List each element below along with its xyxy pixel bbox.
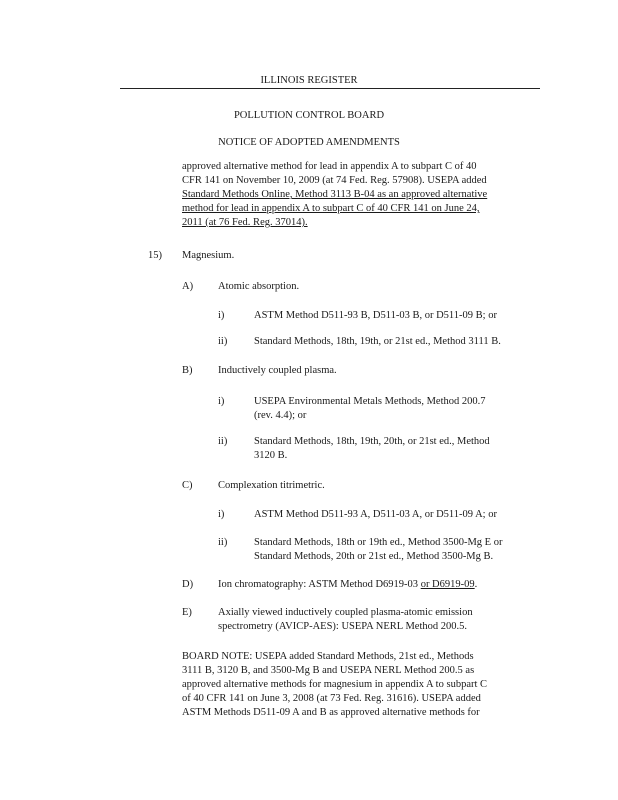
item-d-text-underlined: or D6919-09 <box>420 579 475 590</box>
board-note-line-5: ASTM Methods D511-09 A and B as approved alternative methods for <box>182 707 480 718</box>
item-b-ii-line-1: Standard Methods, 18th, 19th, 20th, or 21st ed., Method <box>254 436 490 447</box>
item-b-title: Inductively coupled plasma. <box>218 365 337 376</box>
item-c-title: Complexation titrimetric. <box>218 480 325 491</box>
continuation-line-3: Standard Methods Online, Method 3113 B-04 as an approved alternative <box>182 189 488 200</box>
header-rule <box>120 88 540 89</box>
item-b-i-line-2: (rev. 4.4); or <box>254 410 307 421</box>
item-b-label: B) <box>182 365 193 376</box>
board-note-line-3: approved alternative methods for magnesium in appendix A to subpart C <box>182 679 488 690</box>
item-d-text-end: . <box>474 579 478 590</box>
item-c-i-label: i) <box>218 509 225 520</box>
item-a-i-label: i) <box>218 310 225 321</box>
item-a-label: A) <box>182 281 194 292</box>
continuation-line-2: CFR 141 on November 10, 2009 (at 74 Fed. Reg. 57908). USEPA added <box>182 175 487 186</box>
item-b-ii-line-2: 3120 B. <box>254 450 288 461</box>
item-e-line-2: spectrometry (AVICP-AES): USEPA NERL Method 200.5. <box>218 621 467 632</box>
item-e-label: E) <box>182 607 192 618</box>
board-note-line-4: of 40 CFR 141 on June 3, 2008 (at 73 Fed. Reg. 31616). USEPA added <box>182 693 481 704</box>
item-d-text-plain: Ion chromatography: ASTM Method D6919-03 <box>218 579 421 590</box>
item-b-i-label: i) <box>218 396 225 407</box>
continuation-line-5: 2011 (at 76 Fed. Reg. 37014). <box>182 217 308 228</box>
item-c-label: C) <box>182 480 193 491</box>
item-a-title: Atomic absorption. <box>218 281 300 292</box>
item-d-label: D) <box>182 579 194 590</box>
item-c-ii-label: ii) <box>218 537 228 548</box>
board-note-line-2: 3111 B, 3120 B, and 3500-Mg B and USEPA NERL Method 200.5 as <box>182 665 475 676</box>
item-c-ii-line-1: Standard Methods, 18th or 19th ed., Method 3500-Mg E or <box>254 537 503 548</box>
item-a-ii-text: Standard Methods, 18th, 19th, or 21st ed., Method 3111 B. <box>254 336 501 347</box>
item-a-ii-label: ii) <box>218 336 228 347</box>
item-a-i-text: ASTM Method D511-93 B, D511-03 B, or D511-09 B; or <box>254 310 497 321</box>
item-c-i-text: ASTM Method D511-93 A, D511-03 A, or D511-09 A; or <box>254 509 497 520</box>
item-c-ii-line-2: Standard Methods, 20th or 21st ed., Method 3500-Mg B. <box>254 551 494 562</box>
notice-title: NOTICE OF ADOPTED AMENDMENTS <box>218 137 400 148</box>
register-title: ILLINOIS REGISTER <box>260 75 358 86</box>
item-15-title: Magnesium. <box>182 250 235 261</box>
item-b-ii-label: ii) <box>218 436 228 447</box>
item-b-i-line-1: USEPA Environmental Metals Methods, Method 200.7 <box>254 396 486 407</box>
board-title: POLLUTION CONTROL BOARD <box>233 110 385 121</box>
continuation-line-4: method for lead in appendix A to subpart C of 40 CFR 141 on June 24, <box>182 203 480 214</box>
item-d-text <box>218 578 477 592</box>
continuation-line-1: approved alternative method for lead in appendix A to subpart C of 40 <box>182 161 477 172</box>
item-e-line-1: Axially viewed inductively coupled plasma-atomic emission <box>218 607 473 618</box>
board-note-line-1: BOARD NOTE: USEPA added Standard Methods, 21st ed., Methods <box>182 651 474 662</box>
item-15-number: 15) <box>148 250 162 261</box>
